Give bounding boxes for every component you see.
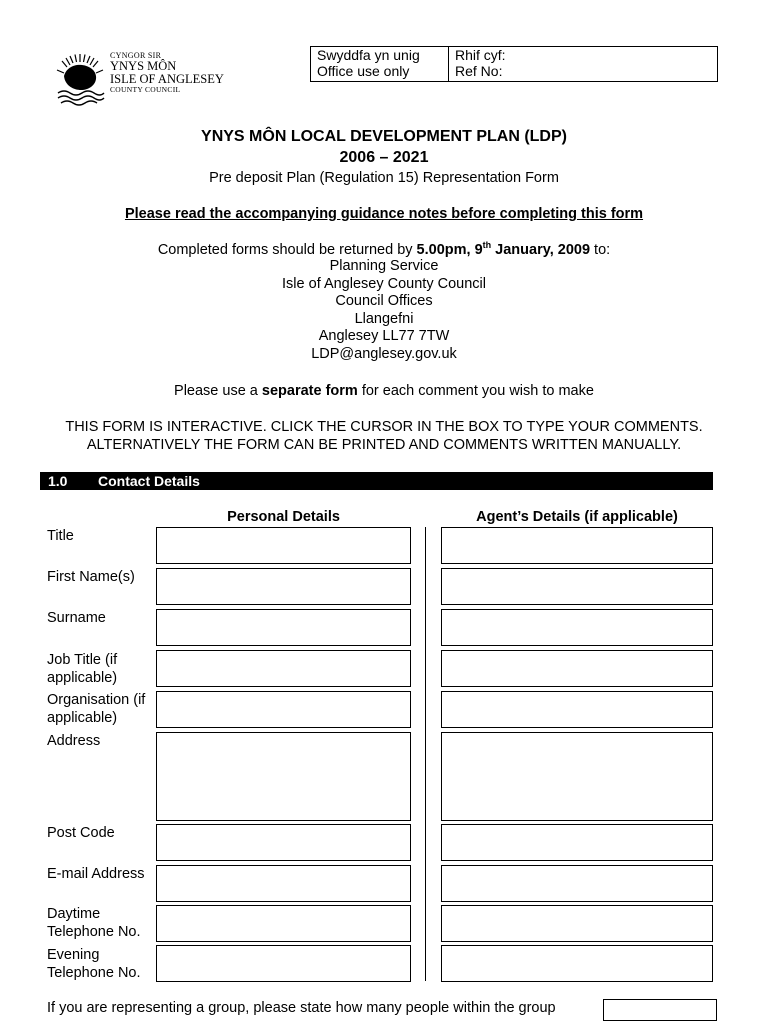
label-email: E-mail Address	[47, 866, 145, 882]
personal-address-input[interactable]	[156, 732, 411, 821]
label-organisation: Organisation (if applicable)	[47, 692, 146, 726]
guidance-notice: Please read the accompanying guidance notes before completing this form	[124, 206, 644, 222]
agent-surname-input[interactable]	[441, 609, 713, 646]
agent-job-title-input[interactable]	[441, 650, 713, 687]
interactive-line-2: ALTERNATIVELY THE FORM CAN BE PRINTED AND COMMENTS WRITTEN MANUALLY.	[86, 437, 682, 453]
agent-evening-phone-input[interactable]	[441, 945, 713, 982]
label-job-title: Job Title (if applicable)	[47, 652, 118, 686]
personal-title-input[interactable]	[156, 527, 411, 564]
label-evening-phone: Evening Telephone No.	[47, 947, 141, 981]
ref-no-cell	[449, 47, 512, 81]
section-number: 1.0	[48, 473, 68, 489]
agent-first-names-input[interactable]	[441, 568, 713, 605]
personal-details-header: Personal Details	[227, 509, 340, 525]
form-title: YNYS MÔN LOCAL DEVELOPMENT PLAN (LDP)	[201, 128, 567, 145]
label-title: Title	[47, 528, 74, 544]
interactive-notice	[0, 418, 768, 454]
office-use-table	[310, 46, 718, 82]
deadline-time: 5.00pm, 9	[416, 241, 483, 258]
separate-bold: separate form	[261, 383, 358, 399]
agent-email-input[interactable]	[441, 865, 713, 902]
deadline-date: January, 2009	[491, 241, 591, 258]
office-use-english: Office use only	[317, 63, 410, 79]
ref-no-welsh: Rhif cyf:	[455, 47, 506, 63]
personal-organisation-input[interactable]	[156, 691, 411, 728]
ref-no-english: Ref No:	[455, 63, 503, 79]
group-size-input[interactable]	[603, 999, 717, 1021]
logo-line-isle-of-anglesey: ISLE OF ANGLESEY	[110, 71, 224, 86]
label-daytime-phone: Daytime Telephone No.	[47, 906, 141, 940]
office-use-welsh: Swyddfa yn unig	[317, 47, 420, 63]
group-size-question: If you are representing a group, please state how many people within the group	[47, 1000, 556, 1016]
personal-daytime-phone-input[interactable]	[156, 905, 411, 942]
return-address	[0, 258, 768, 364]
anglesey-emblem-icon	[52, 50, 108, 106]
address-line: Llangefni	[354, 310, 414, 327]
address-line: Council Offices	[335, 293, 433, 310]
logo-line-cyngor: CYNGOR SIR	[110, 51, 162, 60]
column-divider	[425, 527, 426, 981]
section-header-contact-details	[40, 472, 713, 490]
interactive-line-1: THIS FORM IS INTERACTIVE. CLICK THE CURSOR IN THE BOX TO TYPE YOUR COMMENTS.	[65, 419, 703, 435]
office-use-label-cell	[311, 47, 449, 81]
address-line: Isle of Anglesey County Council	[282, 275, 486, 292]
label-post-code: Post Code	[47, 825, 115, 841]
agent-address-input[interactable]	[441, 732, 713, 821]
label-first-names: First Name(s)	[47, 569, 135, 585]
section-label: Contact Details	[98, 473, 200, 489]
address-line: Planning Service	[329, 258, 439, 274]
agent-daytime-phone-input[interactable]	[441, 905, 713, 942]
return-prefix: Completed forms should be returned by	[157, 241, 417, 258]
agent-organisation-input[interactable]	[441, 691, 713, 728]
logo-line-ynys-mon: YNYS MÔN	[110, 59, 177, 73]
personal-email-input[interactable]	[156, 865, 411, 902]
personal-job-title-input[interactable]	[156, 650, 411, 687]
agent-post-code-input[interactable]	[441, 824, 713, 861]
personal-evening-phone-input[interactable]	[156, 945, 411, 982]
agent-title-input[interactable]	[441, 527, 713, 564]
personal-first-names-input[interactable]	[156, 568, 411, 605]
logo-line-county-council: COUNTY COUNCIL	[110, 85, 181, 94]
separate-prefix: Please use a	[174, 383, 262, 399]
return-suffix: to:	[590, 241, 611, 258]
form-subtitle: Pre deposit Plan (Regulation 15) Representation Form	[209, 170, 559, 186]
personal-surname-input[interactable]	[156, 609, 411, 646]
separate-form-note	[0, 383, 768, 399]
separate-suffix: for each comment you wish to make	[357, 383, 594, 399]
agent-details-header: Agent’s Details (if applicable)	[476, 509, 678, 525]
plan-years: 2006 – 2021	[339, 149, 429, 166]
contact-email: LDP@anglesey.gov.uk	[311, 345, 457, 362]
council-logo	[52, 46, 252, 108]
label-surname: Surname	[47, 610, 106, 626]
address-line: Anglesey LL77 7TW	[318, 328, 450, 345]
personal-post-code-input[interactable]	[156, 824, 411, 861]
return-instructions	[0, 240, 768, 258]
label-address: Address	[47, 733, 101, 749]
deadline-suffix: th	[482, 240, 492, 250]
